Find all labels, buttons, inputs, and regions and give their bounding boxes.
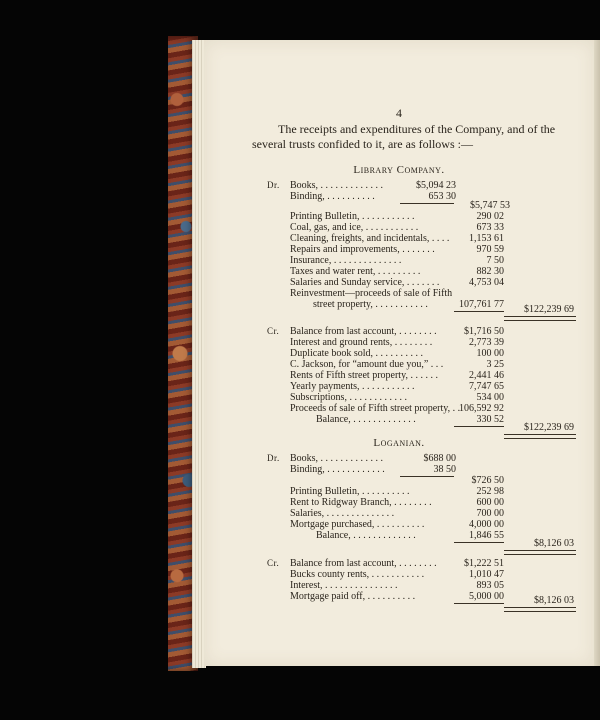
ledger-entry-label: Balance, . . . . . . . . . . . . . xyxy=(316,530,416,541)
ledger-entry-amount: 7,747 65 xyxy=(469,381,504,392)
ledger-entry-amount: 290 02 xyxy=(476,211,504,222)
book-page xyxy=(204,40,594,666)
ledger-entry-label: Taxes and water rent, . . . . . . . . . xyxy=(290,266,421,277)
ledger-entry-amount: 600 00 xyxy=(476,497,504,508)
ledger-entry-label: street property, . . . . . . . . . . . xyxy=(313,299,428,310)
ledger-entry-amount: $688 00 xyxy=(423,453,456,464)
ledger-entry-amount: 107,761 77 xyxy=(459,299,504,310)
ledger-entry-amount: 4,753 04 xyxy=(469,277,504,288)
ledger-entry-label: Cleaning, freights, and incidentals, . . . . xyxy=(290,233,450,244)
page-number: 4 xyxy=(396,106,402,120)
ledger-entry-amount: 534 00 xyxy=(476,392,504,403)
loganian-dr-subtotal: $726 50 xyxy=(471,475,504,486)
total-double-rule xyxy=(504,550,576,555)
intro-line-1: The receipts and expenditures of the Company, and of the xyxy=(278,122,556,136)
ledger-entry-label: Interest, . . . . . . . . . . . . . . . xyxy=(290,580,398,591)
loganian-heading: Loganian. xyxy=(373,437,425,449)
ledger-entry-label: Books, . . . . . . . . . . . . . xyxy=(290,180,384,191)
ledger-entry-label: Duplicate book sold, . . . . . . . . . . xyxy=(290,348,424,359)
ledger-entry-label: Printing Bulletin, . . . . . . . . . . xyxy=(290,486,410,497)
ledger-entry-label: Binding, . . . . . . . . . . . . xyxy=(290,464,385,475)
ledger-entry-label: Salaries, . . . . . . . . . . . . . . xyxy=(290,508,395,519)
ledger-entry-label: Yearly payments, . . . . . . . . . . . xyxy=(290,381,415,392)
ledger-entry-label: Insurance, . . . . . . . . . . . . . . xyxy=(290,255,402,266)
library-dr-label: Dr. xyxy=(267,180,280,190)
ledger-entry-label: Balance, . . . . . . . . . . . . . xyxy=(316,414,416,425)
ledger-entry-amount: 4,000 00 xyxy=(469,519,504,530)
total-double-rule xyxy=(504,607,576,612)
ledger-entry-label: Coal, gas, and ice, . . . . . . . . . . . xyxy=(290,222,419,233)
loganian-dr-total: $8,126 03 xyxy=(534,538,574,549)
ledger-entry-amount: 970 59 xyxy=(476,244,504,255)
ledger-entry-label: Balance from last account, . . . . . . . . xyxy=(290,326,437,337)
intro-line-2: several trusts confided to it, are as follows :— xyxy=(252,137,473,151)
ledger-entry-amount: $1,716 50 xyxy=(464,326,504,337)
ledger-entry-amount: 653 30 xyxy=(428,191,456,202)
ledger-entry-label: Bucks county rents, . . . . . . . . . . . xyxy=(290,569,425,580)
ledger-entry-amount: 5,000 00 xyxy=(469,591,504,602)
total-double-rule xyxy=(504,316,576,321)
ledger-entry-label: Subscriptions, . . . . . . . . . . . . xyxy=(290,392,407,403)
ledger-entry-label: Books, . . . . . . . . . . . . . xyxy=(290,453,384,464)
ledger-entry-amount: 700 00 xyxy=(476,508,504,519)
ledger-entry-amount: 2,773 39 xyxy=(469,337,504,348)
ledger-entry-amount: 3 25 xyxy=(486,359,504,370)
ledger-entry-amount: 38 50 xyxy=(433,464,456,475)
library-cr-total: $122,239 69 xyxy=(524,422,574,433)
library-dr-subtotal: $5,747 53 xyxy=(470,200,510,211)
ledger-entry-amount: 100 00 xyxy=(476,348,504,359)
ledger-entry-amount: 882 30 xyxy=(476,266,504,277)
ledger-entry-label: Repairs and improvements, . . . . . . . xyxy=(290,244,435,255)
ledger-entry-amount: $5,094 23 xyxy=(416,180,456,191)
ledger-entry-label: Rent to Ridgway Branch, . . . . . . . . xyxy=(290,497,432,508)
ledger-entry-label: Binding, . . . . . . . . . . xyxy=(290,191,375,202)
ledger-entry-amount: $1,222 51 xyxy=(464,558,504,569)
library-heading: Library Company. xyxy=(353,164,445,176)
ledger-entry-amount: 1,010 47 xyxy=(469,569,504,580)
loganian-cr-label: Cr. xyxy=(267,558,280,568)
ledger-entry-amount: 106,592 92 xyxy=(459,403,504,414)
ledger-entry-label: C. Jackson, for “amount due you,” . . . xyxy=(290,359,444,370)
library-dr-total: $122,239 69 xyxy=(524,304,574,315)
ledger-entry-amount: 1,846 55 xyxy=(469,530,504,541)
ledger-entry-amount: 1,153 61 xyxy=(469,233,504,244)
ledger-entry-amount: 330 52 xyxy=(476,414,504,425)
library-cr-label: Cr. xyxy=(267,326,280,336)
ledger-entry-amount: 252 98 xyxy=(476,486,504,497)
ledger-entry-label: Proceeds of sale of Fifth street property, . . xyxy=(290,403,461,414)
ledger-entry-label: Mortgage paid off, . . . . . . . . . . xyxy=(290,591,416,602)
loganian-dr-label: Dr. xyxy=(267,453,280,463)
ledger-entry-amount: 893 05 xyxy=(476,580,504,591)
ledger-entry-label: Printing Bulletin, . . . . . . . . . . . xyxy=(290,211,415,222)
ledger-entry-amount: 673 33 xyxy=(476,222,504,233)
ledger-entry-amount: 2,441 46 xyxy=(469,370,504,381)
ledger-entry-amount: 7 50 xyxy=(486,255,504,266)
ledger-entry-label: Balance from last account, . . . . . . . . xyxy=(290,558,437,569)
ledger-entry-label: Salaries and Sunday service, . . . . . . . xyxy=(290,277,440,288)
ledger-entry-label: Interest and ground rents, . . . . . . . . xyxy=(290,337,433,348)
loganian-cr-total: $8,126 03 xyxy=(534,595,574,606)
ledger-entry-label: Mortgage purchased, . . . . . . . . . . xyxy=(290,519,425,530)
ledger-entry-label: Rents of Fifth street property, . . . . . . xyxy=(290,370,438,381)
ledger-entry-label: Reinvestment—proceeds of sale of Fifth xyxy=(290,288,453,299)
